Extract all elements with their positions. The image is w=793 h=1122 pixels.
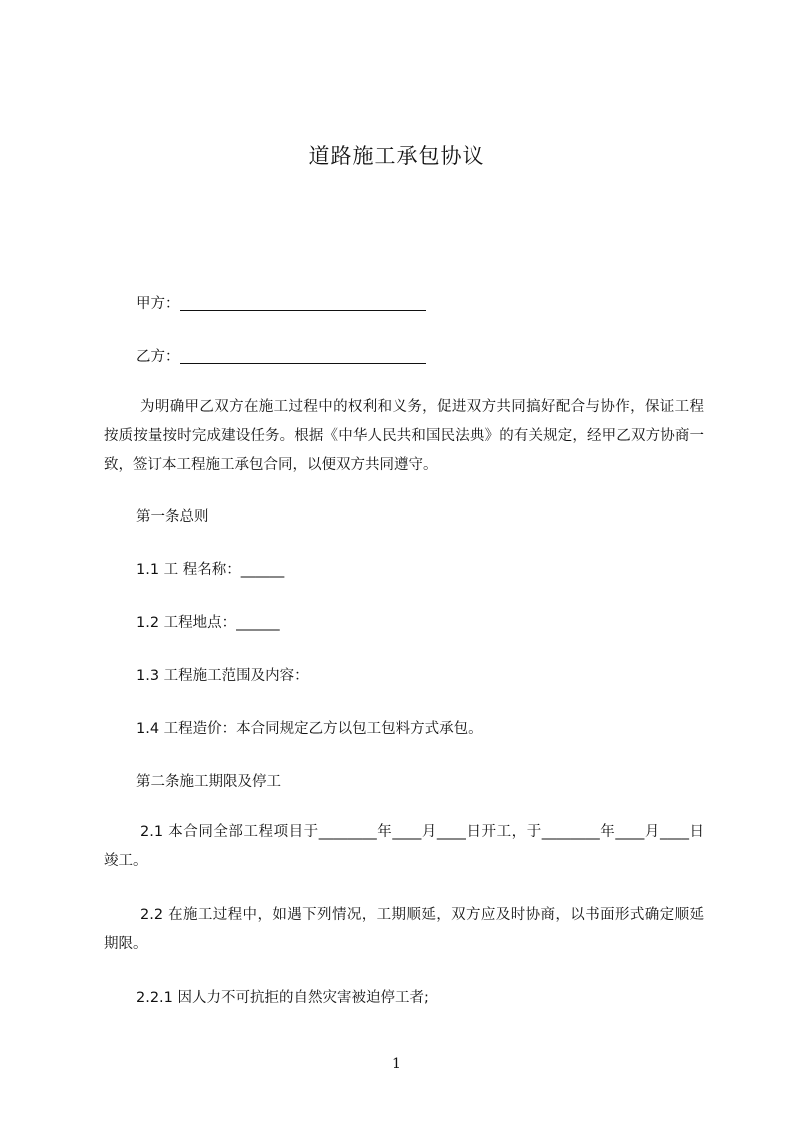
article2-item3: 2.2.1 因人力不可抗拒的自然灾害被迫停工者;: [136, 990, 429, 1006]
article1-item1: 1.1 工 程名称：______: [136, 562, 285, 578]
party-b-blank[interactable]: [180, 351, 426, 364]
party-a-line: [136, 292, 426, 313]
party-b-line: [136, 345, 426, 366]
article1-item3: 1.3 工程施工范围及内容：: [136, 668, 309, 684]
party-a-label: 甲方：: [136, 296, 180, 312]
article2-item2: 2.2 在施工过程中，如遇下列情况，工期顺延，双方应及时协商，以书面形式确定顺延期限。: [104, 907, 704, 952]
article2-item1: 2.1 本合同全部工程项目于________年____月____日开工，于________年____月____日竣工。: [104, 824, 704, 869]
article2-heading: 第二条施工期限及停工: [136, 774, 281, 790]
page-number: 1: [392, 1056, 401, 1072]
intro-paragraph: 为明确甲乙双方在施工过程中的权利和义务，促进双方共同搞好配合与协作，保证工程按质按量按时完成建设任务。根据《中华人民共和国民法典》的有关规定，经甲乙双方协商一致，签订本工程施工承包合同，以便双方共同遵守。: [104, 399, 704, 473]
article1-heading: 第一条总则: [136, 509, 209, 525]
article1-item2: 1.2 工程地点：______: [136, 615, 280, 631]
party-a-blank[interactable]: [180, 298, 426, 311]
party-b-label: 乙方：: [136, 349, 180, 365]
document-title: 道路施工承包协议: [308, 144, 485, 168]
article1-item4: 1.4 工程造价：本合同规定乙方以包工包料方式承包。: [136, 721, 483, 737]
